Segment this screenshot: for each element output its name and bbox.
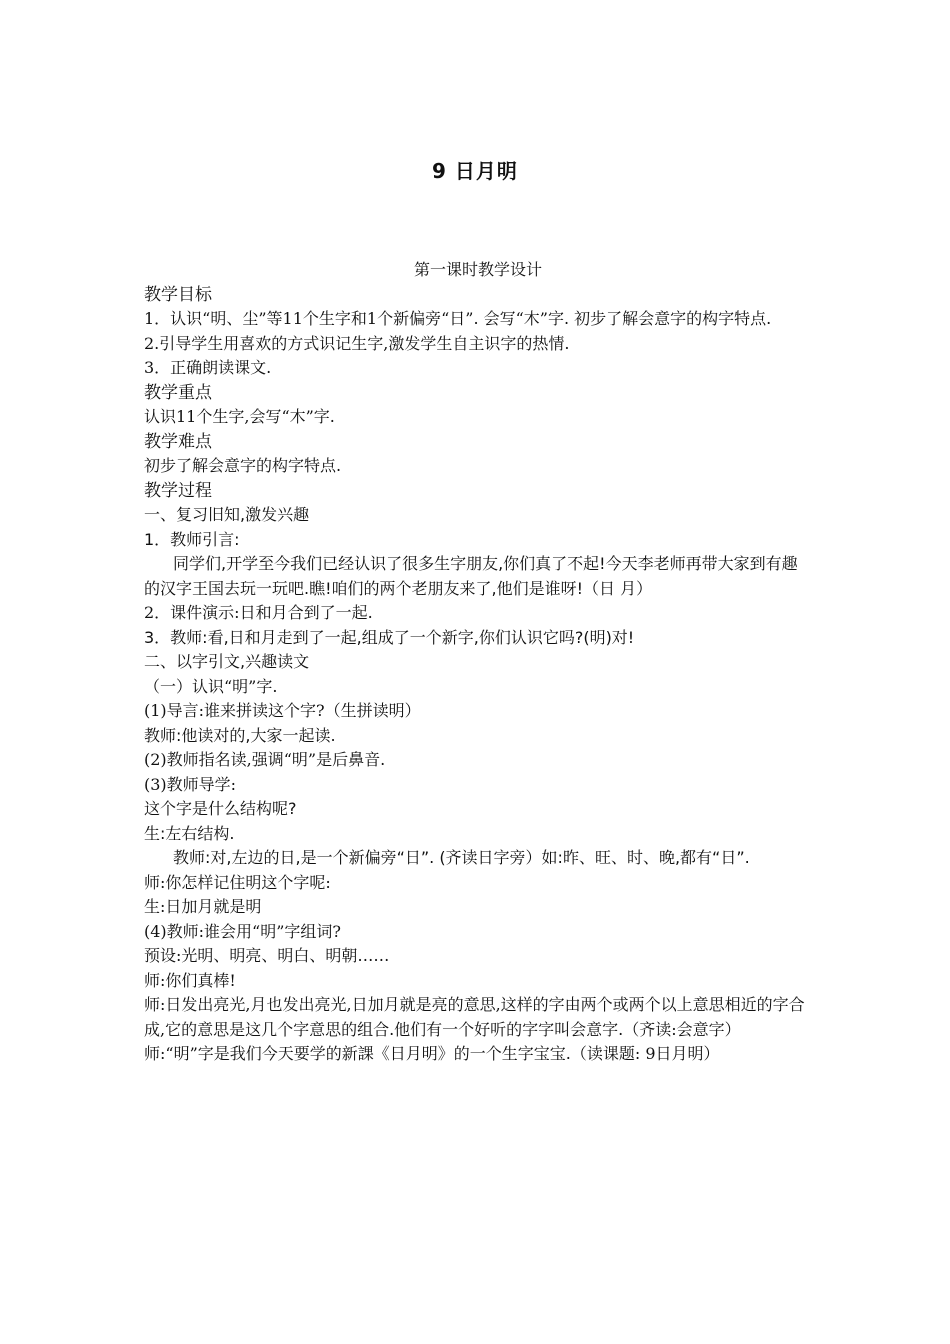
document-body xyxy=(144,258,812,1067)
paragraph-memory-question: 师:你怎样记住明这个字呢: xyxy=(144,872,331,892)
paragraph-lesson-title-read: 师:“明”字是我们今天要学的新課《日月明》的一个生字宝宝.（读课题: 9日月明） xyxy=(144,1044,720,1063)
paragraph-goal-1: 1．认识“明、尘”等11个生字和1个新偏旁“日”. 会写“木”字. 初步了解会意字的构字特点. xyxy=(144,309,772,328)
paragraph-nasal-sound: (2)教师指名读,强调“明”是后鼻音. xyxy=(144,750,386,769)
paragraph-ideogram-explain: 师:日发出亮光,月也发出亮光,日加月就是亮的意思,这样的字由两个或两个以上意思相近的字合成,它的意思是这几个字意思的组合.他们有一个好听的字字叫会意字.（齐读:会意字） xyxy=(144,995,805,1039)
paragraph-teacher-read-together: 教师:他读对的,大家一起读. xyxy=(144,725,336,745)
paragraph-structure-answer: 生:左右结构. xyxy=(144,823,235,843)
step-teacher-intro: 1．教师引言: xyxy=(144,529,240,549)
paragraph-teacher-speech: 同学们,开学至今我们已经认识了很多生字朋友,你们真了不起!今天李老师再带大家到有趣的汉字王国去玩一玩吧.瞧!咱们的两个老朋友来了,他们是谁呀!（日 月） xyxy=(144,554,798,598)
step-courseware-demo: 2．课件演示:日和月合到了一起. xyxy=(144,603,373,622)
paragraph-goal-3: 3．正确朗读课文. xyxy=(144,358,272,377)
step-heading-reading: 二、以字引文,兴趣读文 xyxy=(144,652,310,671)
paragraph-word-preset: 预设:光明、明亮、明白、明朝…… xyxy=(144,946,390,965)
section-heading-key-points: 教学重点 xyxy=(144,382,212,403)
step-heading-review: 一、复习旧知,激发兴趣 xyxy=(144,505,310,524)
paragraph-structure-question: 这个字是什么结构呢? xyxy=(144,799,297,818)
paragraph-word-question: (4)教师:谁会用“明”字组词? xyxy=(144,921,341,941)
lesson-subtitle: 第一课时教学设计 xyxy=(413,260,542,279)
paragraph-intro-question: (1)导言:谁来拼读这个字?（生拼读明） xyxy=(144,701,421,720)
section-heading-difficulties: 教学难点 xyxy=(144,431,212,452)
paragraph-teacher-guide: (3)教师导学: xyxy=(144,774,237,794)
paragraph-memory-answer: 生:日加月就是明 xyxy=(144,897,262,916)
subsection-recognize-ming: （一）认识“明”字. xyxy=(144,676,278,696)
paragraph-praise: 师:你们真棒! xyxy=(144,970,236,990)
paragraph-radical-explain: 教师:对,左边的日,是一个新偏旁“日”. (齐读日字旁）如:昨、旺、时、晚,都有“日”. xyxy=(173,848,750,867)
section-heading-process: 教学过程 xyxy=(144,480,212,501)
section-heading-goals: 教学目标 xyxy=(144,284,212,305)
document-title: 9 日月明 xyxy=(432,159,518,183)
paragraph-difficulties: 初步了解会意字的构字特点. xyxy=(144,456,342,475)
paragraph-key-points: 认识11个生字,会写“木”字. xyxy=(144,407,335,426)
paragraph-goal-2: 2.引导学生用喜欢的方式识记生字,激发学生自主识字的热情. xyxy=(144,333,570,353)
step-teacher-look: 3．教师:看,日和月走到了一起,组成了一个新字,你们认识它吗?(明)对! xyxy=(144,627,635,647)
